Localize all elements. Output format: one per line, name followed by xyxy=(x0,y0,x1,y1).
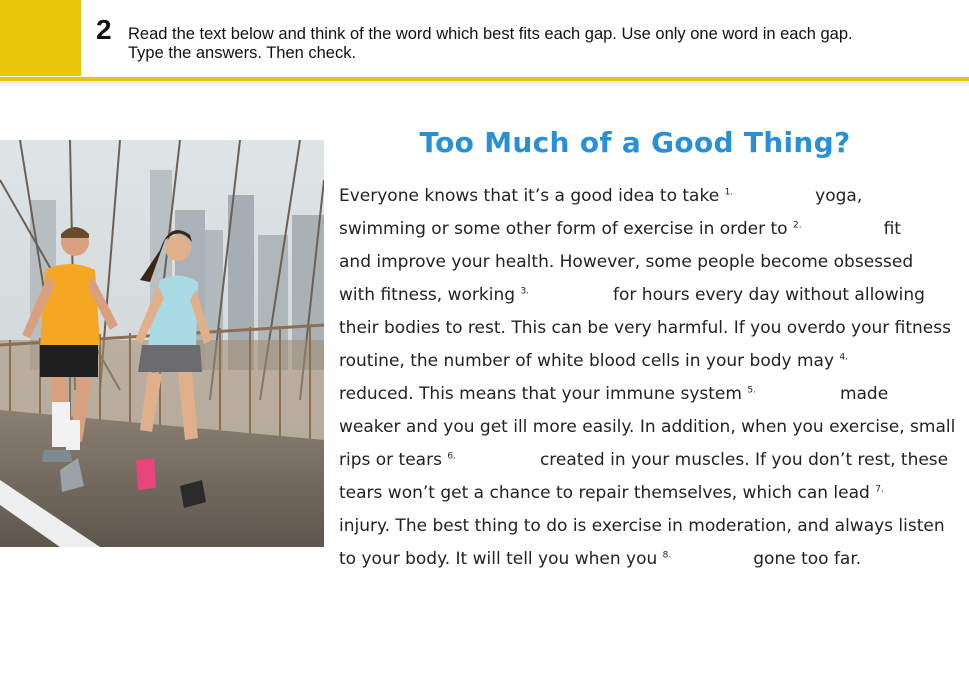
exercise-number: 2 xyxy=(96,14,112,45)
gap-number: 8. xyxy=(662,550,672,561)
gap-number: 5. xyxy=(747,385,756,396)
exercise-header xyxy=(0,0,969,82)
instruction-line: Type the answers. Then check. xyxy=(128,44,357,62)
text-segment: reduced. This means that your immune system xyxy=(339,384,748,404)
text-line xyxy=(339,180,939,213)
gap-number: 1. xyxy=(724,187,734,198)
text-segment: tears won’t get a chance to repair themselves, which can lead xyxy=(339,483,876,503)
text-line xyxy=(339,345,939,378)
text-line xyxy=(339,213,939,246)
article-text xyxy=(339,180,956,576)
exercise-marker-block xyxy=(0,0,81,76)
text-line xyxy=(339,477,939,510)
text-segment: swimming or some other form of exercise in order to xyxy=(339,219,793,239)
text-line xyxy=(339,444,949,477)
gap-input-4[interactable] xyxy=(848,351,932,371)
text-segment: gone too far. xyxy=(753,549,862,569)
text-line xyxy=(339,246,939,279)
gap-input-6[interactable] xyxy=(456,450,540,470)
text-segment: for hours every day without allowing xyxy=(613,285,925,305)
text-segment: rips or tears xyxy=(339,450,448,470)
text-line xyxy=(339,543,939,576)
text-line xyxy=(339,510,945,543)
text-segment: yoga, xyxy=(815,186,863,206)
text-segment: with fitness, working xyxy=(339,285,521,305)
gap-number: 3. xyxy=(520,286,530,297)
gap-input-5[interactable] xyxy=(756,384,840,404)
text-line xyxy=(339,411,956,444)
text-line xyxy=(339,279,939,312)
runners-photo xyxy=(0,140,324,547)
instruction-line: Read the text below and think of the word which best fits each gap. Use only one word in each gap. xyxy=(128,25,853,43)
text-segment: Everyone knows that it’s a good idea to take xyxy=(339,186,725,206)
text-segment: created in your muscles. If you don’t rest, these xyxy=(539,450,949,470)
gap-number: 4. xyxy=(839,352,849,363)
gap-input-8[interactable] xyxy=(671,549,753,569)
gap-input-3[interactable] xyxy=(529,285,613,305)
text-segment: routine, the number of white blood cells in your body may xyxy=(339,351,840,371)
gap-number: 6. xyxy=(447,451,456,462)
text-line xyxy=(339,378,939,411)
gap-input-1[interactable] xyxy=(733,186,815,206)
gap-input-2[interactable] xyxy=(802,219,884,239)
article-title: Too Much of a Good Thing? xyxy=(419,126,851,159)
gap-number: 2. xyxy=(792,220,802,231)
text-segment: weaker and you get ill more easily. In addition, when you exercise, small xyxy=(339,417,956,437)
text-segment: and improve your health. However, some people become obsessed xyxy=(339,252,914,272)
text-segment: made xyxy=(839,384,889,404)
text-segment: to your body. It will tell you when you xyxy=(339,549,663,569)
text-segment: fit xyxy=(883,219,901,239)
gap-number: 7. xyxy=(875,484,884,495)
header-shadow xyxy=(0,81,969,89)
text-line xyxy=(339,312,951,345)
text-segment: injury. The best thing to do is exercise in moderation, and always listen xyxy=(339,516,945,536)
gap-input-7[interactable] xyxy=(884,483,944,503)
exercise-instructions xyxy=(128,25,958,63)
text-segment: their bodies to rest. This can be very harmful. If you overdo your fitness xyxy=(339,318,951,338)
